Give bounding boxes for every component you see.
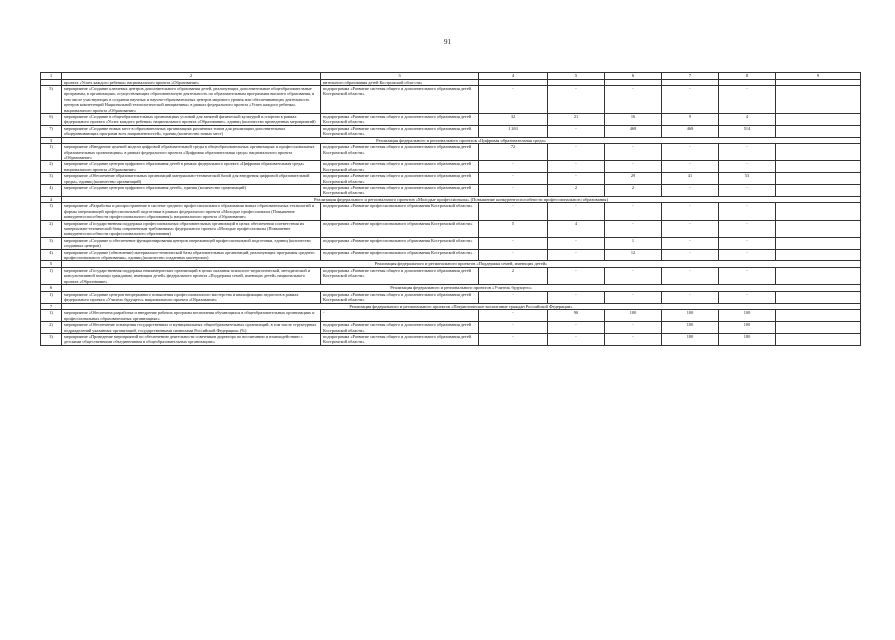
value-cell: - <box>719 85 776 113</box>
value-cell: 32 <box>479 113 548 125</box>
empty-cell <box>776 333 861 345</box>
section-number: 4 <box>41 196 62 203</box>
measure-description: мероприятие «Проведение мероприятий по обеспечению деятельности советников директора по воспитанию и взаимодействию с детскими общественными объединениями в общеобразовательных организациях» <box>62 333 321 345</box>
column-number: 1 <box>41 73 62 80</box>
row-number: 3) <box>41 237 62 249</box>
empty-cell <box>776 125 861 137</box>
value-cell: 2 <box>479 268 548 285</box>
table-row <box>41 125 861 137</box>
value-cell: 16 <box>605 113 662 125</box>
table-row <box>41 113 861 125</box>
value-cell: - <box>719 291 776 303</box>
value-cell: - <box>662 268 719 285</box>
section-title: Реализация федерального и регионального проектов «Патриотическое воспитание граждан Российской Федерации» <box>62 303 861 310</box>
empty-cell <box>776 220 861 237</box>
row-number: 1) <box>41 291 62 303</box>
value-cell: - <box>662 291 719 303</box>
empty-cell <box>776 85 861 113</box>
page-number: 91 <box>444 38 451 46</box>
empty-cell <box>776 173 861 185</box>
value-cell: 4 <box>719 113 776 125</box>
value-cell: - <box>605 322 662 334</box>
empty-cell <box>776 268 861 285</box>
measure-description: мероприятие «Обеспечение образовательных организаций материально-технической базой для внедрения цифровой образовательной среды», единиц (количество организаций) <box>62 173 321 185</box>
row-number: 7) <box>41 125 62 137</box>
value-cell: - <box>719 220 776 237</box>
value-cell: - <box>479 322 548 334</box>
section-header-row <box>41 196 861 203</box>
row-number: 1) <box>41 268 62 285</box>
section-number: 6 <box>41 285 62 292</box>
value-cell: - <box>548 144 605 161</box>
value-cell: - <box>605 203 662 220</box>
empty-cell <box>776 144 861 161</box>
empty-cell <box>776 237 861 249</box>
value-cell: 90 <box>548 310 605 322</box>
row-number: 3) <box>41 173 62 185</box>
value-cell: - <box>719 203 776 220</box>
value-cell: 180 <box>719 333 776 345</box>
value-cell: 5 <box>479 220 548 237</box>
section-header-row <box>41 285 861 292</box>
subprogram-cell: подпрограмма «Развитие профессионального образования Костромской области» <box>321 220 479 237</box>
row-number: 4) <box>41 249 62 261</box>
row-number: 6) <box>41 113 62 125</box>
section-title: Реализация федерального и регионального проектов «Учитель будущего» <box>62 285 861 292</box>
empty-cell <box>776 203 861 220</box>
column-number: 3 <box>321 73 479 80</box>
subprogram-cell: подпрограмма «Развитие профессионального образования Костромской области» <box>321 203 479 220</box>
value-cell: 41 <box>662 173 719 185</box>
value-cell: - <box>479 203 548 220</box>
subprogram-cell: подпрограмма «Развитие системы общего и дополнительного образования детей Костромской области» <box>321 125 479 137</box>
row-number: 5) <box>41 85 62 113</box>
subprogram-cell: подпрограмма «Развитие системы общего и дополнительного образования детей Костромской области» <box>321 85 479 113</box>
value-cell: 4 <box>548 220 605 237</box>
value-cell: - <box>662 203 719 220</box>
measure-description: мероприятие «Обеспечение оснащения государственных и муниципальных общеобразовательных организаций, в том числе структурных подразделений указанных организаций, государственными символами Российской Федерации» (%) <box>62 322 321 334</box>
value-cell: - <box>719 185 776 197</box>
value-cell: - <box>548 85 605 113</box>
column-number: 2 <box>62 73 321 80</box>
value-cell: - <box>479 291 548 303</box>
value-cell: - <box>605 161 662 173</box>
value-cell: - <box>548 125 605 137</box>
value-cell: - <box>479 310 548 322</box>
value-cell: - <box>662 185 719 197</box>
empty-cell <box>776 322 861 334</box>
value-cell: - <box>719 237 776 249</box>
value-cell: - <box>605 291 662 303</box>
value-cell: 1 <box>605 237 662 249</box>
value-cell: 12 <box>605 249 662 261</box>
subprogram-cell: подпрограмма «Развитие системы общего и дополнительного образования детей Костромской области» <box>321 333 479 345</box>
table-row <box>41 249 861 261</box>
value-cell: - <box>548 173 605 185</box>
value-cell: - <box>662 161 719 173</box>
subprogram-cell: подпрограмма «Развитие системы общего и дополнительного образования детей Костромской области» <box>321 113 479 125</box>
subprogram-cell: подпрограмма «Развитие системы общего и дополнительного образования детей Костромской области» <box>321 322 479 334</box>
column-number: 5 <box>548 73 605 80</box>
value-cell: 100 <box>719 310 776 322</box>
value-cell: - <box>605 333 662 345</box>
row-number: 4) <box>41 185 62 197</box>
table-row <box>41 185 861 197</box>
measure-description: мероприятие «Создание центров цифрового образования детей в рамках федерального проекта «Цифровая образовательная среда» национального проекта «Образование» <box>62 161 321 173</box>
value-cell: 468 <box>605 125 662 137</box>
value-cell: 1 263 <box>479 125 548 137</box>
value-cell: - <box>479 333 548 345</box>
value-cell: 2 <box>548 185 605 197</box>
value-cell: - <box>605 220 662 237</box>
value-cell: - <box>719 161 776 173</box>
measure-description: мероприятие «Создание в общеобразовательных организациях условий для занятий физической культурой и спортом в рамках федерального проекта «Успех каждого ребенка» национального проекта «Образование», единиц (количество проведенных мероприятий) <box>62 113 321 125</box>
column-number: 9 <box>776 73 861 80</box>
value-cell: - <box>548 291 605 303</box>
table-row <box>41 322 861 334</box>
empty-cell <box>776 161 861 173</box>
row-number: 1) <box>41 144 62 161</box>
subprogram-cell: подпрограмма «Развитие системы общего и дополнительного образования детей Костромской области» <box>321 144 479 161</box>
table-row <box>41 220 861 237</box>
value-cell: - <box>479 249 548 261</box>
subprogram-cell: подпрограмма «Развитие системы общего и дополнительного образования детей Костромской области» <box>321 173 479 185</box>
measure-description: мероприятие «Создание (обновление) материально-технической базы образовательных организаций, реализующих программы среднего профессионального образования», единиц (количество созданных мастерских) <box>62 249 321 261</box>
value-cell: 29 <box>605 173 662 185</box>
value-cell: - <box>479 173 548 185</box>
table-row <box>41 173 861 185</box>
value-cell: 100 <box>662 310 719 322</box>
table-row <box>41 161 861 173</box>
value-cell: 468 <box>662 125 719 137</box>
section-number: 5 <box>41 261 62 268</box>
value-cell: 53 <box>719 173 776 185</box>
subprogram-cell: подпрограмма «Развитие системы общего и дополнительного образования детей Костромской области» <box>321 268 479 285</box>
value-cell: - <box>605 144 662 161</box>
table-row <box>41 144 861 161</box>
value-cell: - <box>662 144 719 161</box>
measure-description: мероприятие «Разработка и распространение в системе среднего профессионального образования новых образовательных технологий и формы опережающей профессиональной подготовки в рамках федерального проекта «Молодые профессионалы (Повышение конкурентоспособности профессионального образования)» национального проекта «Образование» <box>62 203 321 220</box>
empty-cell <box>776 291 861 303</box>
value-cell: 9 <box>662 113 719 125</box>
row-number: 1) <box>41 310 62 322</box>
value-cell: - <box>548 237 605 249</box>
column-number: 6 <box>605 73 662 80</box>
subprogram-cell: - <box>321 310 479 322</box>
column-number: 8 <box>719 73 776 80</box>
section-title: Реализация федерального и регионального проектов «Молодые профессионалы» (Повышение конкурентоспособности профессионального образования) <box>62 196 861 203</box>
subprogram-cell: вительного образования детей Костромской обла-сти» <box>321 79 479 85</box>
measure-description: мероприятие «Государственная поддержка некоммерческих организаций в целях оказания психолого-педагогической, методической и консультативной помощи гражданам, имеющим детей» федерального проекта «Поддержка семей, имеющих детей» национального проекта «Образование» <box>62 268 321 285</box>
measure-description: мероприятие «Создание центров цифрового образования детей», единиц (количество организаций) <box>62 185 321 197</box>
section-title: Реализация федерального и регионального проектов «Поддержка семей, имеющих детей» <box>62 261 861 268</box>
value-cell: 514 <box>719 125 776 137</box>
value-cell: - <box>548 203 605 220</box>
value-cell: - <box>479 185 548 197</box>
value-cell: 100 <box>719 322 776 334</box>
subprogram-cell: подпрограмма «Развитие системы общего и дополнительного образования детей Костромской области» <box>321 161 479 173</box>
value-cell: - <box>479 85 548 113</box>
measure-description: мероприятие «Создание новых мест в образовательных организациях различных типов для реализации дополнительных общеразвивающих программ всех направленностей», единиц (количество новых мест) <box>62 125 321 137</box>
row-number: 2) <box>41 161 62 173</box>
subprogram-cell: подпрограмма «Развитие системы общего и дополнительного образования детей Костромской области» <box>321 291 479 303</box>
value-cell: - <box>548 268 605 285</box>
subprogram-cell: подпрограмма «Развитие профессионального образования Костромской области» <box>321 237 479 249</box>
program-indicators-table <box>40 72 861 346</box>
value-cell: - <box>662 249 719 261</box>
table-row <box>41 333 861 345</box>
table-body <box>41 73 861 346</box>
value-cell: - <box>662 85 719 113</box>
measure-description: мероприятие «Создание ключевых центров дополнительного образования детей, реализующих дополнительные общеобразовательные программы, в организациях, осуществляющих образовательную деятельность по образовательным программам высшего образования, в том числе участвующих в создании научных и научно-образовательных центров мирового уровня или обеспечивающих деятельность центров компетенций Национальной технологической инициативы» в рамках федерального проекта «Успех каждого ребенка» национального проекта «Образование» <box>62 85 321 113</box>
section-title: Реализация федерального и регионального проектов «Цифровая образовательная среда» <box>62 137 861 144</box>
subprogram-cell: подпрограмма «Развитие профессионального образования Костромской области» <box>321 249 479 261</box>
empty-cell <box>776 185 861 197</box>
empty-cell <box>776 113 861 125</box>
value-cell: 100 <box>605 310 662 322</box>
value-cell: - <box>662 220 719 237</box>
value-cell: - <box>548 249 605 261</box>
table-row <box>41 310 861 322</box>
section-header-row <box>41 137 861 144</box>
measure-description: мероприятие «Создание и обеспечение функционирования центров опережающей профессиональной подготовки, единиц (количество созданных центров) <box>62 237 321 249</box>
value-cell: - <box>548 333 605 345</box>
table-row <box>41 203 861 220</box>
value-cell: 2 <box>605 185 662 197</box>
value-cell: 21 <box>548 113 605 125</box>
value-cell: 180 <box>662 333 719 345</box>
value-cell: - <box>548 322 605 334</box>
section-number: 3 <box>41 137 62 144</box>
measure-description: мероприятие «Внедрение целевой модели цифровой образовательной среды в общеобразовательных организациях и профессиональных образовательных организациях» в рамках федерального проекта «Цифровая образовательная среда» национального проекта «Образование» <box>62 144 321 161</box>
measure-description: мероприятие «Государственная поддержка профессиональных образовательных организаций в целях обеспечения соответствия их материально-технической базы современным требованиям» федерального проекта «Молодые профессионалы (Повышение конкурентоспособности профессионального образования) <box>62 220 321 237</box>
table-row <box>41 237 861 249</box>
value-cell: - <box>719 144 776 161</box>
row-number: 2) <box>41 220 62 237</box>
section-header-row <box>41 303 861 310</box>
value-cell: - <box>662 237 719 249</box>
value-cell: 72 <box>479 144 548 161</box>
row-number: 1) <box>41 203 62 220</box>
value-cell: - <box>479 237 548 249</box>
table-row <box>41 268 861 285</box>
value-cell: - <box>605 85 662 113</box>
column-number: 7 <box>662 73 719 80</box>
table-row <box>41 85 861 113</box>
value-cell: - <box>479 161 548 173</box>
measure-description: проекта «Успех каждого ребенка» национального проекта «Образование» <box>62 79 321 85</box>
section-number: 7 <box>41 303 62 310</box>
measure-description: мероприятие «Обеспечена разработка и внедрение рабочих программ воспитания обучающихся в общеобразовательных организациях и профессиональных образовательных организациях» <box>62 310 321 322</box>
empty-cell <box>776 249 861 261</box>
section-header-row <box>41 261 861 268</box>
value-cell: - <box>719 249 776 261</box>
row-number: 3) <box>41 333 62 345</box>
table-row <box>41 291 861 303</box>
measure-description: мероприятие «Создание центров непрерывного повышения профессионального мастерства и квалификации педагогов в рамках федерального проекта «Учитель будущего» национального проекта «Образование» <box>62 291 321 303</box>
column-number: 4 <box>479 73 548 80</box>
value-cell: 100 <box>662 322 719 334</box>
subprogram-cell: подпрограмма «Развитие системы общего и дополнительного образования детей Костромской области» <box>321 185 479 197</box>
value-cell: - <box>548 161 605 173</box>
row-number: 2) <box>41 322 62 334</box>
value-cell: - <box>605 268 662 285</box>
empty-cell <box>776 310 861 322</box>
value-cell: - <box>719 268 776 285</box>
